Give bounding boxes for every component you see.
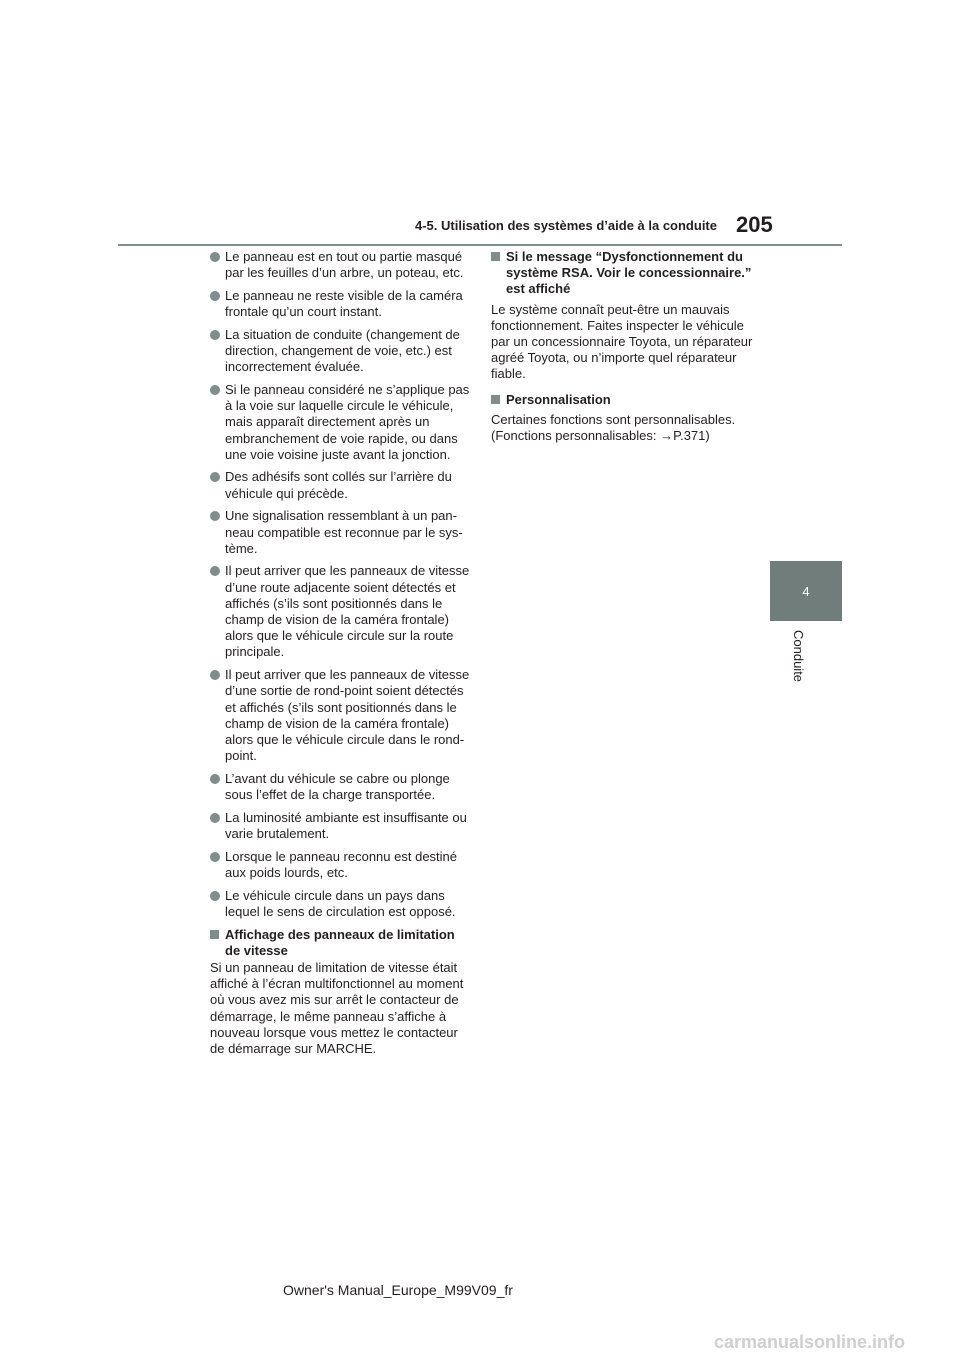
bullet-icon: [210, 813, 220, 823]
bullet-icon: [210, 330, 220, 340]
chapter-label: Conduite: [791, 630, 806, 683]
list-item-text: La luminosité ambiante est insuffisante ou varie brutalement.: [225, 809, 467, 841]
bullet-icon: [210, 774, 220, 784]
header-divider: [118, 244, 842, 246]
paragraph-line: Certaines fonctions sont personnalisables.: [491, 411, 736, 427]
list-item-text: L’avant du véhicule se cabre ou plonge sous l’effet de la charge transportée.: [225, 770, 450, 803]
bullet-icon: [210, 891, 220, 901]
square-bullet-icon: [210, 930, 219, 939]
list-item-text: Il peut arriver que les panneaux de vitesse d’une sortie de rond-point soient détectés et affichés (s’ils sont positionnés dans le champ de vision de la caméra frontale) alors que le véhicule circule dans le rond-point.: [225, 667, 470, 764]
bullet-icon: [210, 385, 220, 395]
bullet-icon: [210, 852, 220, 862]
list-item-text: Une signalisation ressemblant à un pan-neau compatible est reconnue par le sys-tème.: [225, 508, 463, 556]
list-item-text: Le panneau ne reste visible de la caméra frontale qu’un court instant.: [225, 287, 463, 320]
bullet-list: [210, 249, 472, 920]
paragraph: [491, 412, 759, 444]
square-bullet-icon: [491, 395, 500, 404]
list-item: [210, 382, 472, 463]
paragraph: Le système connaît peut-être un mauvais fonctionnement. Faites inspecter le véhicule par un concessionnaire Toyota, un réparateur agréé Toyota, ou n’importe quel réparateur fiable.: [491, 301, 753, 382]
section-title: 4-5. Utilisation des systèmes d’aide à la conduite: [415, 218, 717, 233]
list-item: [210, 888, 472, 920]
list-item: [210, 288, 472, 320]
list-item: [210, 249, 472, 281]
section-heading: [491, 392, 759, 408]
section-heading: [491, 249, 759, 298]
right-column: [491, 249, 759, 450]
bullet-icon: [210, 291, 220, 301]
list-item: [210, 667, 472, 764]
manual-name: Owner's Manual_Europe_M99V09_fr: [283, 1282, 513, 1298]
list-item-text: Lorsque le panneau reconnu est destiné aux poids lourds, etc.: [225, 848, 458, 880]
list-item-text: Si le panneau considéré ne s’applique pas à la voie sur laquelle circule le véhicule, mais apparaît directement après un embranchement de voie rapide, ou dans une voie voisine juste avant la jonction.: [225, 381, 470, 462]
paragraph: Si un panneau de limitation de vitesse était affiché à l’écran multifonctionnel au moment où vous avez mis sur arrêt le contacteur de démarrage, le même panneau s’affiche à nouveau lorsque vous mettez le contacteur de démarrage sur MARCHE.: [210, 959, 464, 1056]
list-item: [210, 327, 472, 376]
bullet-icon: [210, 670, 220, 680]
list-item-text: Des adhésifs sont collés sur l’arrière du véhicule qui précède.: [225, 469, 452, 501]
bullet-icon: [210, 252, 220, 262]
list-item-text: Il peut arriver que les panneaux de vitesse d’une route adjacente soient détectés et affichés (s’ils sont positionnés dans le champ de vision de la caméra frontale) alors que le véhicule circule sur la route principale.: [225, 563, 470, 660]
cross-reference: (Fonctions personnalisables: →P.371): [491, 428, 710, 444]
section-heading-text: Si le message “Dysfonctionnement du système RSA. Voir le concessionnaire.” est affiché: [506, 249, 752, 297]
section-heading-text: Affichage des panneaux de limitation de vitesse: [225, 926, 455, 958]
square-bullet-icon: [491, 252, 500, 261]
list-item-text: Le panneau est en tout ou partie masqué par les feuilles d’un arbre, un poteau, etc.: [225, 249, 464, 281]
watermark: carmanualsonline.info: [714, 1332, 906, 1352]
list-item: [210, 771, 472, 803]
list-item: [210, 849, 472, 881]
page-number: 205: [736, 212, 773, 237]
chapter-tab: [770, 561, 842, 621]
list-item-text: La situation de conduite (changement de direction, changement de voie, etc.) est incorrectement évaluée.: [225, 326, 460, 375]
list-item: [210, 469, 472, 501]
section-heading: [210, 927, 472, 959]
list-item-text: Le véhicule circule dans un pays dans lequel le sens de circulation est opposé.: [225, 887, 456, 919]
list-item: [210, 810, 472, 842]
list-item: [210, 508, 472, 557]
list-item: [210, 563, 472, 660]
bullet-icon: [210, 566, 220, 576]
bullet-icon: [210, 472, 220, 482]
section-heading-text: Personnalisation: [506, 391, 611, 407]
chapter-number: 4: [802, 583, 810, 599]
bullet-icon: [210, 511, 220, 521]
left-column: [210, 249, 472, 1063]
